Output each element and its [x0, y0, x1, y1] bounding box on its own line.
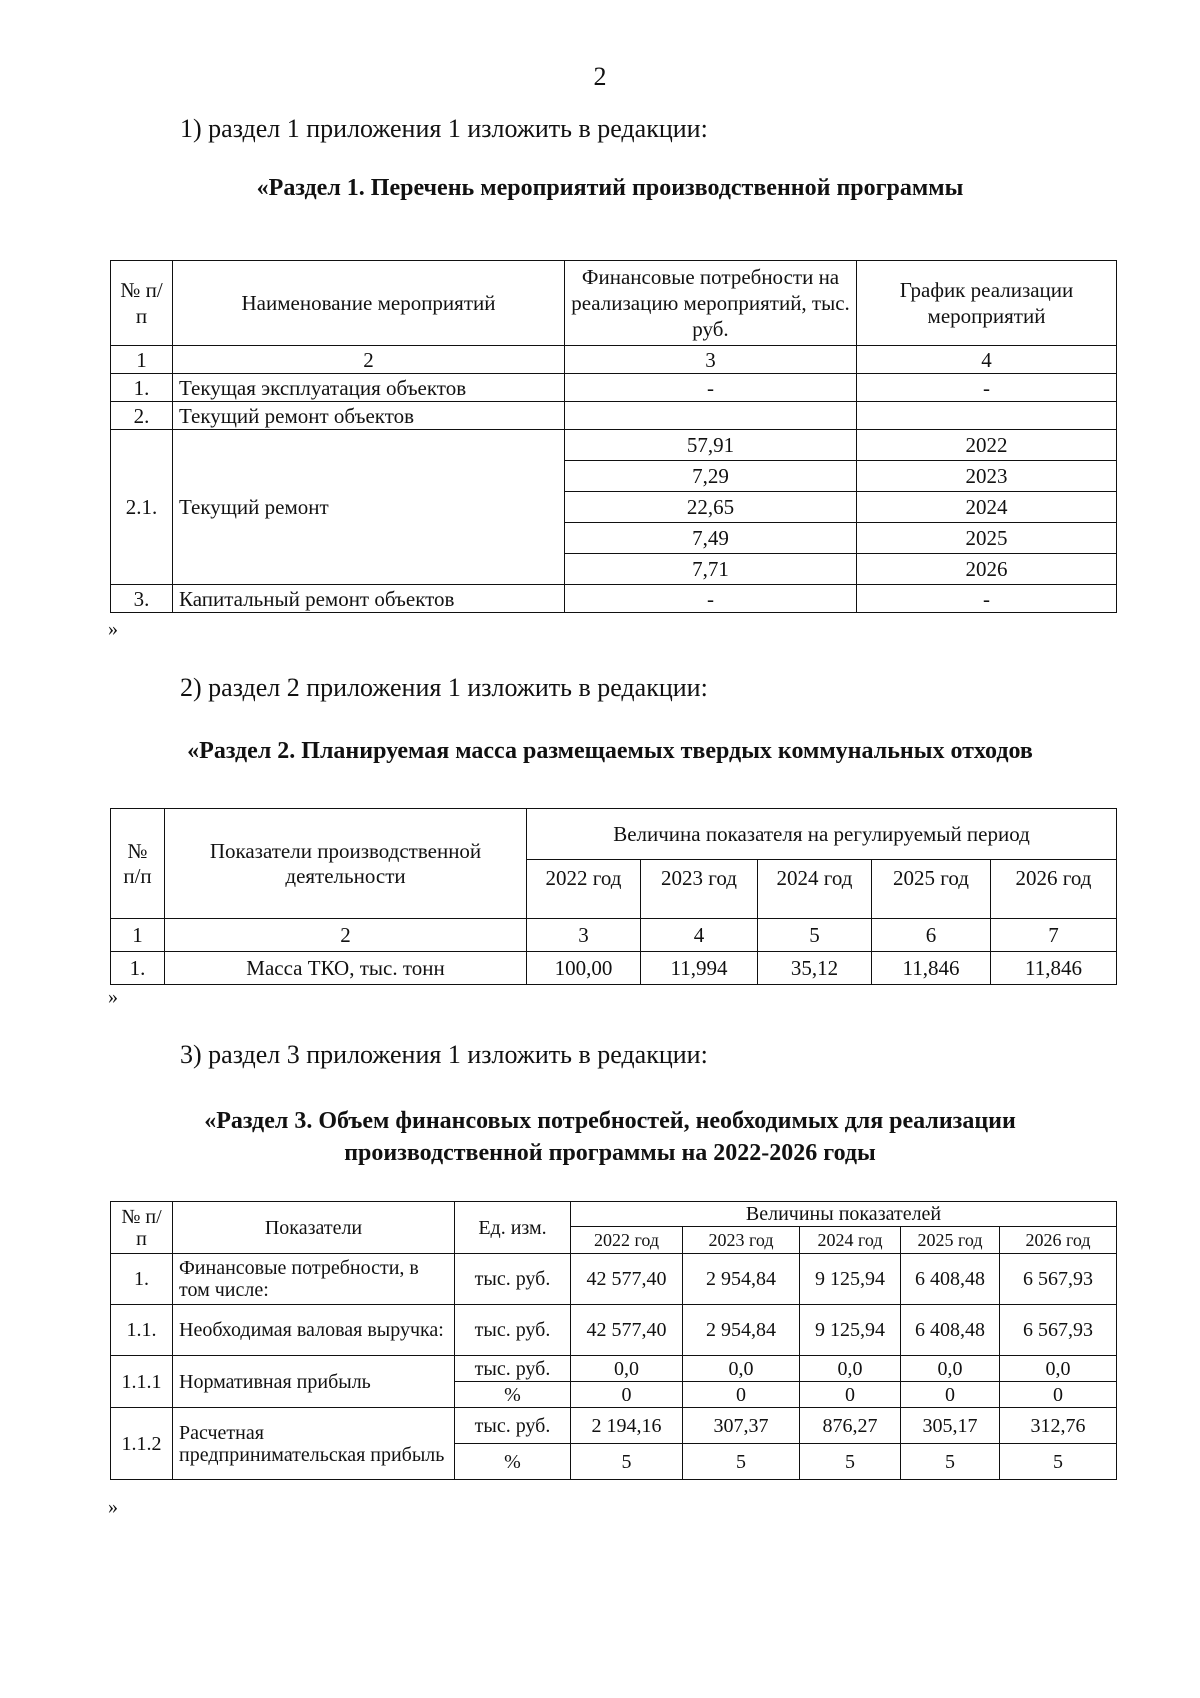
row-financing [565, 402, 857, 430]
row-value: 100,00 [527, 952, 641, 985]
row-name: Нормативная прибыль [173, 1356, 455, 1408]
row-value: 2 954,84 [683, 1305, 800, 1356]
column-number: 3 [565, 346, 857, 374]
column-number: 1 [111, 919, 165, 952]
year-header: 2026 год [991, 860, 1117, 919]
page-number: 2 [593, 62, 607, 91]
section2-intro: 2) раздел 2 приложения 1 изложить в редакции: [180, 673, 708, 702]
header-cell: № п/п [111, 809, 165, 919]
row-value: 2 194,16 [571, 1408, 683, 1444]
column-number: 1 [111, 346, 173, 374]
year-header: 2024 год [800, 1227, 901, 1254]
year-header: 2022 год [571, 1227, 683, 1254]
table-row [111, 1356, 1117, 1382]
table-row [111, 1305, 1117, 1356]
header-cell: Финансовые потребности на реализацию мероприятий, тыс. руб. [565, 261, 857, 346]
table-header-row [111, 1202, 1117, 1227]
header-cell: Наименование мероприятий [173, 261, 565, 346]
row-value: 0 [901, 1382, 1000, 1408]
row-schedule: 2024 [857, 492, 1117, 523]
row-financing: 22,65 [565, 492, 857, 523]
row-number: 2. [111, 402, 173, 430]
row-value: 0 [1000, 1382, 1117, 1408]
row-value: 2 954,84 [683, 1254, 800, 1305]
row-value: 11,994 [641, 952, 758, 985]
column-number-row [111, 919, 1117, 952]
row-schedule: 2022 [857, 430, 1117, 461]
column-number: 5 [758, 919, 872, 952]
row-number: 1.1. [111, 1305, 173, 1356]
row-value: 312,76 [1000, 1408, 1117, 1444]
row-value: 5 [901, 1444, 1000, 1480]
row-value: 0 [683, 1382, 800, 1408]
section2-title: «Раздел 2. Планируемая масса размещаемых твердых коммунальных отходов [187, 738, 1033, 764]
header-cell: Ед. изм. [455, 1202, 571, 1254]
column-number: 4 [641, 919, 758, 952]
section1-intro: 1) раздел 1 приложения 1 изложить в редакции: [180, 114, 708, 143]
row-name: Капитальный ремонт объектов [173, 585, 565, 613]
year-header: 2026 год [1000, 1227, 1117, 1254]
section1-title: «Раздел 1. Перечень мероприятий производственной программы [256, 175, 964, 201]
section2-table [110, 808, 1117, 985]
row-value: 0,0 [800, 1356, 901, 1382]
section3-title-line1: «Раздел 3. Объем финансовых потребностей, необходимых для реализации [204, 1108, 1016, 1134]
row-value: 6 567,93 [1000, 1254, 1117, 1305]
table-row [111, 1408, 1117, 1444]
table-header-row [111, 261, 1117, 346]
header-cell: Показатели [173, 1202, 455, 1254]
section1-end-quote: » [108, 618, 118, 640]
row-financing: 57,91 [565, 430, 857, 461]
row-name: Необходимая валовая выручка: [173, 1305, 455, 1356]
row-value: 9 125,94 [800, 1305, 901, 1356]
row-value: 35,12 [758, 952, 872, 985]
row-value: 11,846 [991, 952, 1117, 985]
row-number: 2.1. [111, 430, 173, 585]
year-header: 2024 год [758, 860, 872, 919]
row-name: Текущий ремонт [173, 430, 565, 585]
row-value: 6 408,48 [901, 1254, 1000, 1305]
year-header: 2022 год [527, 860, 641, 919]
row-value: 5 [683, 1444, 800, 1480]
table-row [111, 585, 1117, 613]
year-header: 2023 год [683, 1227, 800, 1254]
row-name: Масса ТКО, тыс. тонн [165, 952, 527, 985]
row-value: 0,0 [901, 1356, 1000, 1382]
row-value: 5 [1000, 1444, 1117, 1480]
row-number: 1. [111, 374, 173, 402]
row-value: 5 [800, 1444, 901, 1480]
row-value: 0 [571, 1382, 683, 1408]
table-row [111, 374, 1117, 402]
row-unit: тыс. руб. [455, 1356, 571, 1382]
row-schedule: - [857, 374, 1117, 402]
row-number: 3. [111, 585, 173, 613]
row-value: 305,17 [901, 1408, 1000, 1444]
row-unit: тыс. руб. [455, 1254, 571, 1305]
column-number: 4 [857, 346, 1117, 374]
row-schedule: 2026 [857, 554, 1117, 585]
row-value: 0 [800, 1382, 901, 1408]
column-number: 3 [527, 919, 641, 952]
year-header: 2025 год [872, 860, 991, 919]
row-value: 9 125,94 [800, 1254, 901, 1305]
row-unit: тыс. руб. [455, 1305, 571, 1356]
header-group-cell: Величины показателей [571, 1202, 1117, 1227]
year-header: 2025 год [901, 1227, 1000, 1254]
row-name: Расчетная предпринимательская прибыль [173, 1408, 455, 1480]
column-number: 7 [991, 919, 1117, 952]
row-value: 6 567,93 [1000, 1305, 1117, 1356]
row-value: 307,37 [683, 1408, 800, 1444]
row-financing: - [565, 374, 857, 402]
table-header-row [111, 809, 1117, 860]
row-financing: 7,29 [565, 461, 857, 492]
row-number: 1.1.1 [111, 1356, 173, 1408]
row-value: 6 408,48 [901, 1305, 1000, 1356]
section1-table [110, 260, 1117, 613]
row-number: 1. [111, 1254, 173, 1305]
section3-title-line2: производственной программы на 2022-2026 годы [344, 1140, 876, 1166]
year-header: 2023 год [641, 860, 758, 919]
row-unit: тыс. руб. [455, 1408, 571, 1444]
row-value: 42 577,40 [571, 1305, 683, 1356]
row-name: Текущая эксплуатация объектов [173, 374, 565, 402]
row-value: 42 577,40 [571, 1254, 683, 1305]
row-schedule: 2025 [857, 523, 1117, 554]
row-unit: % [455, 1382, 571, 1408]
row-financing: 7,71 [565, 554, 857, 585]
table-row [111, 1254, 1117, 1305]
header-cell: № п/п [111, 261, 173, 346]
table-row [111, 402, 1117, 430]
column-number: 6 [872, 919, 991, 952]
row-value: 11,846 [872, 952, 991, 985]
row-name: Финансовые потребности, в том числе: [173, 1254, 455, 1305]
row-value: 0,0 [683, 1356, 800, 1382]
row-number: 1. [111, 952, 165, 985]
section3-table [110, 1201, 1117, 1480]
table-row [111, 430, 1117, 461]
row-name: Текущий ремонт объектов [173, 402, 565, 430]
row-number: 1.1.2 [111, 1408, 173, 1480]
section3-end-quote: » [108, 1496, 118, 1518]
row-schedule: 2023 [857, 461, 1117, 492]
row-value: 876,27 [800, 1408, 901, 1444]
table-row [111, 952, 1117, 985]
row-schedule [857, 402, 1117, 430]
row-value: 5 [571, 1444, 683, 1480]
row-schedule: - [857, 585, 1117, 613]
column-number: 2 [173, 346, 565, 374]
section3-intro: 3) раздел 3 приложения 1 изложить в редакции: [180, 1040, 708, 1069]
header-cell: Показатели производственной деятельности [165, 809, 527, 919]
column-number-row [111, 346, 1117, 374]
header-cell: График реализации мероприятий [857, 261, 1117, 346]
header-cell: № п/п [111, 1202, 173, 1254]
column-number: 2 [165, 919, 527, 952]
row-unit: % [455, 1444, 571, 1480]
row-financing: 7,49 [565, 523, 857, 554]
row-value: 0,0 [571, 1356, 683, 1382]
row-value: 0,0 [1000, 1356, 1117, 1382]
row-financing: - [565, 585, 857, 613]
section2-end-quote: » [108, 986, 118, 1008]
header-group-cell: Величина показателя на регулируемый период [527, 809, 1117, 860]
